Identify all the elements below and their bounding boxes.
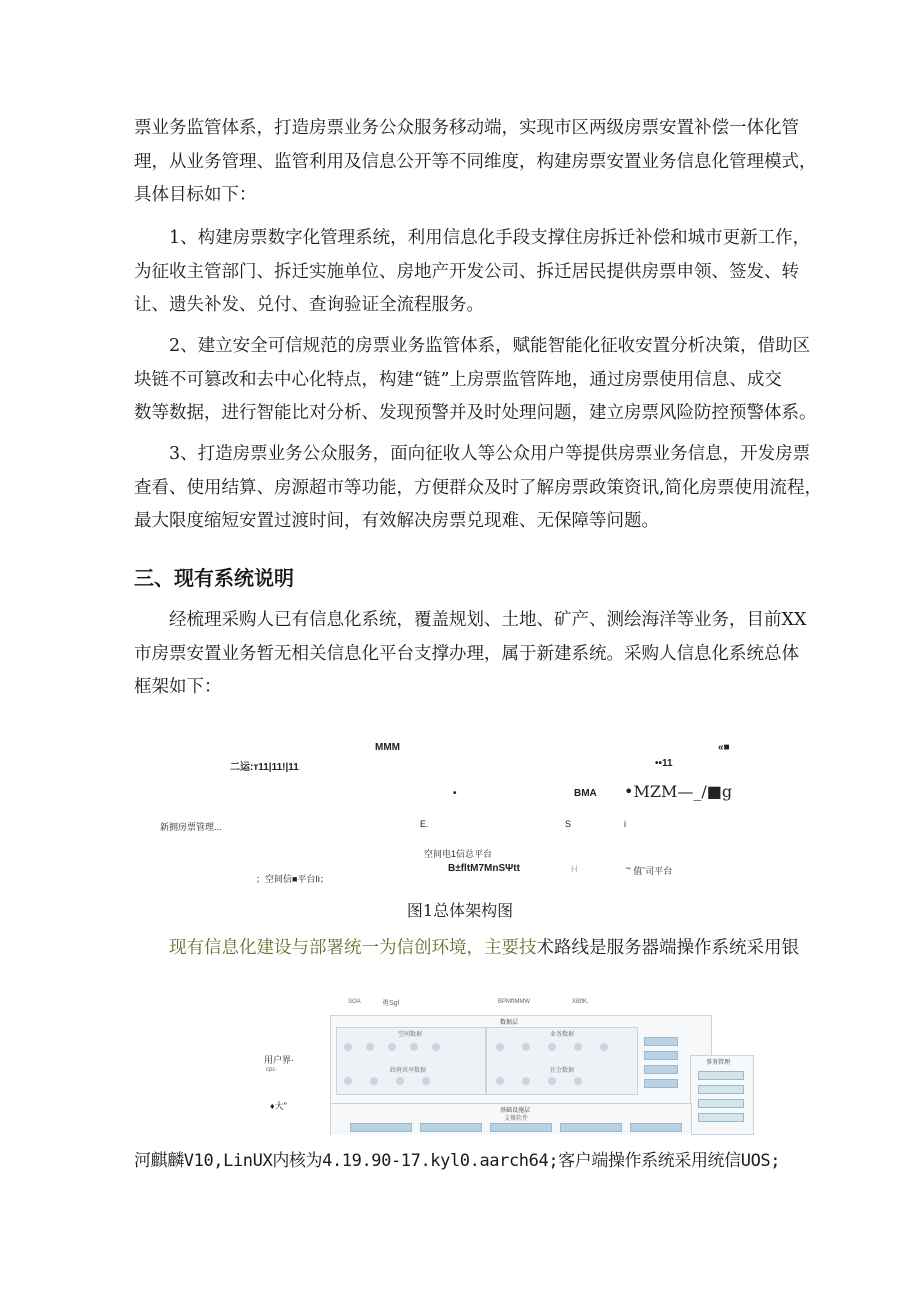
database-icon — [496, 1043, 504, 1051]
database-icon — [548, 1043, 556, 1051]
fig2-label: 空间数据 — [398, 1032, 423, 1038]
text-line: 块链不可篡改和去中心化特点，构建“链”上房票监管阵地，通过房票使用信息、成交 — [134, 369, 782, 390]
fig2-label: 基础设施层 — [500, 1108, 531, 1114]
text-line: 市房票安置业务暂无相关信息化平台支撑办理，属于新建系统。采购人信息化系统总体 — [134, 643, 799, 664]
tail-text-line: 河麒麟V10,LinUX内核为4.19.90-17.kyl0.aarch64;客户端操作系统采用统信UOS; — [134, 1151, 781, 1171]
tech-architecture-figure — [260, 995, 760, 1135]
database-icon — [600, 1043, 608, 1051]
database-icon — [422, 1077, 430, 1085]
fig2-label: 用户界· — [264, 1055, 294, 1065]
fig2-label: 社会数据 — [550, 1068, 575, 1074]
fig-label: • — [453, 788, 457, 799]
service-chip — [698, 1071, 744, 1080]
fig-label: E. — [420, 819, 429, 829]
database-icon — [344, 1043, 352, 1051]
fig-label: B±fltM7MnSΨtt — [448, 863, 520, 874]
highlight-text: 现有信息化建设与部署统一为信创环境，主要技 — [169, 938, 537, 958]
text-line: 2、建立安全可信规范的房票业务监管体系，赋能智能化征收安置分析决策，借助区 — [169, 336, 811, 356]
affairs-box — [690, 1055, 754, 1135]
service-chip — [644, 1037, 678, 1046]
service-chip — [644, 1065, 678, 1074]
fig2-label: XBflK, — [572, 999, 589, 1005]
text-line: 查看、使用结算、房源超市等功能，方便群众及时了解房票政策资讯,简化房票使用流程， — [134, 477, 823, 498]
fig2-label: 数据层 — [500, 1020, 519, 1026]
service-chip — [644, 1079, 678, 1088]
database-icon — [370, 1077, 378, 1085]
database-icon — [522, 1043, 530, 1051]
text-line: 票业务监管体系，打造房票业务公众服务移动端，实现市区两级房票安置补偿一体化管 — [134, 118, 799, 138]
database-icon — [388, 1043, 396, 1051]
fig-label: ••11 — [655, 758, 673, 769]
paragraph-goal-1 — [134, 222, 811, 323]
figure-caption: 图1总体架构图 — [406, 901, 514, 920]
fig-label: S — [565, 819, 572, 829]
fig-label: ；空间信■平台Ii； — [256, 874, 329, 884]
fig-label: MMM — [375, 742, 400, 753]
paragraph-tech-route — [134, 932, 799, 966]
text-line: 数等数据，进行智能比对分析、发现预警并及时处理问题，建立房票风险防控预警体系。 — [134, 403, 817, 423]
fig-label: •MZM—_/■g — [624, 782, 733, 801]
service-chip — [698, 1099, 744, 1108]
fig2-label: ♦大" — [270, 1101, 287, 1111]
text-line: 让、遗失补发、兑付、查询验证全流程服务。 — [134, 295, 484, 315]
fig-label: «■ — [718, 742, 730, 753]
text-line: 最大限度缩短安置过渡时间，有效解决房票兑现难、无保障等问题。 — [134, 511, 659, 531]
service-chip — [350, 1123, 412, 1132]
text-span: 术路线是服务器端操作系统采用银 — [536, 938, 799, 958]
text-line: 3、打造房票业务公众服务，面向征收人等公众用户等提供房票业务信息，开发房票 — [169, 444, 811, 464]
fig2-label: 业务数据 — [550, 1032, 575, 1038]
fig2-label: SOA — [348, 999, 361, 1005]
fig2-label: BPMftMMW — [498, 999, 530, 1005]
fig2-label: 支撑软件 — [504, 1116, 529, 1122]
service-chip — [644, 1051, 678, 1060]
service-chip — [630, 1123, 682, 1132]
database-icon — [522, 1077, 530, 1085]
database-icon — [574, 1077, 582, 1085]
paragraph-goal-3 — [134, 438, 823, 539]
database-icon — [396, 1077, 404, 1085]
fig-label: BMA — [574, 788, 597, 799]
paragraph-goals-intro — [134, 112, 817, 213]
fig-label: 二运:т11|11!|11 — [230, 762, 299, 773]
database-icon — [496, 1077, 504, 1085]
text-line: 理，从业务管理、监管利用及信息公开等不同维度，构建房票安置业务信息化管理模式， — [134, 151, 817, 172]
fig2-label: 政府共享数据 — [390, 1068, 427, 1074]
service-chip — [560, 1123, 622, 1132]
section-heading: 三、现有系统说明 — [134, 566, 294, 590]
fig-label: 新拥房票管理... — [160, 822, 222, 832]
text-line: 框架如下： — [134, 677, 222, 697]
fig-label: ˜' 值ˇ司平台 — [626, 866, 673, 876]
database-icon — [574, 1043, 582, 1051]
fig-label: i — [624, 819, 626, 829]
service-chip — [420, 1123, 482, 1132]
paragraph-existing-systems — [134, 604, 807, 705]
fig2-label: cpc· — [266, 1067, 278, 1073]
fig2-label: 勇Sgl — [382, 1000, 400, 1007]
text-line: 经梳理采购人已有信息化系统，覆盖规划、土地、矿产、测绘海洋等业务，目前XX — [169, 610, 807, 630]
database-icon — [344, 1077, 352, 1085]
database-icon — [410, 1043, 418, 1051]
text-line — [134, 932, 799, 966]
text-line: 具体目标如下： — [134, 185, 257, 205]
database-icon — [366, 1043, 374, 1051]
fig-label: 空间电1信总平台 — [424, 849, 493, 859]
fig2-label: 事务管理 — [706, 1060, 731, 1066]
paragraph-goal-2 — [134, 330, 817, 431]
service-chip — [698, 1113, 744, 1122]
text-line: 为征收主管部门、拆迁实施单位、房地产开发公司、拆迁居民提供房票申领、签发、转 — [134, 261, 799, 282]
text-line: 1、构建房票数字化管理系统，利用信息化手段支撑住房拆迁补偿和城市更新工作， — [169, 228, 811, 248]
service-chip — [698, 1085, 744, 1094]
architecture-figure — [150, 738, 790, 888]
database-icon — [548, 1077, 556, 1085]
database-icon — [432, 1043, 440, 1051]
service-chip — [490, 1123, 552, 1132]
fig-label: H — [571, 864, 578, 874]
